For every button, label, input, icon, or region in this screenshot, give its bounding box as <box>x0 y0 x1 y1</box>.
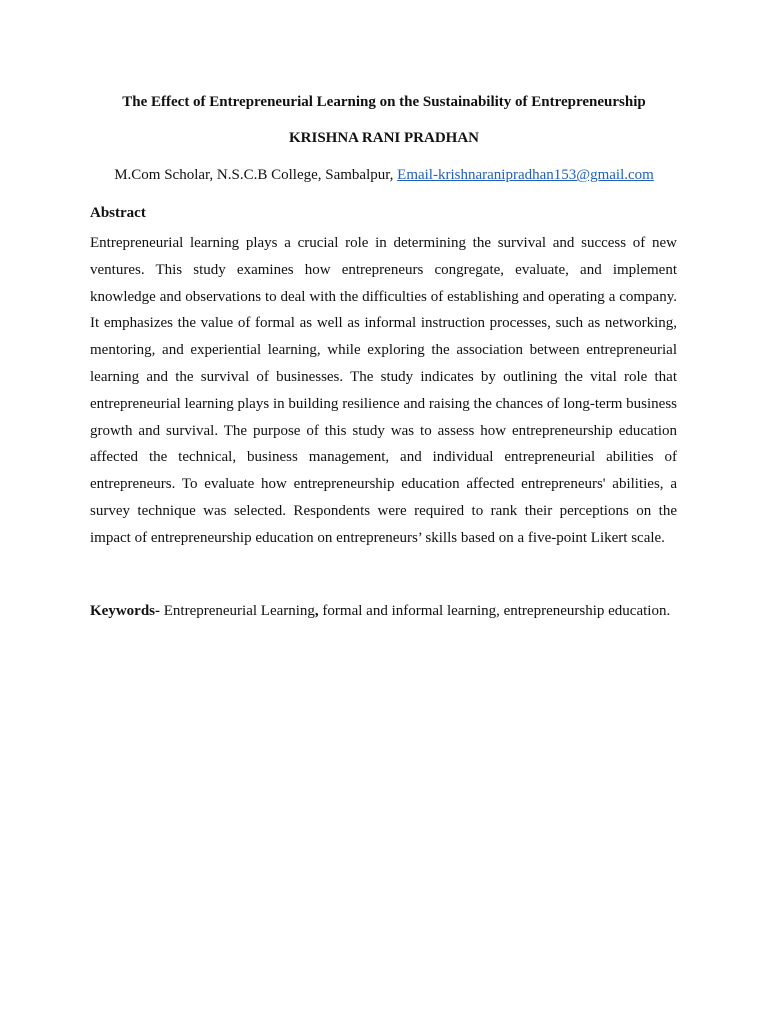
affiliation-text: M.Com Scholar, N.S.C.B College, Sambalpur, <box>114 167 398 183</box>
keywords-rest: formal and informal learning, entrepreneurship education. <box>318 603 671 619</box>
keywords-first: Entrepreneurial Learning <box>160 603 315 619</box>
keywords-label: Keywords- <box>90 603 160 619</box>
author-name: KRISHNA RANI PRADHAN <box>288 130 479 146</box>
keywords-comma: , <box>314 603 319 619</box>
keywords-line <box>90 600 690 622</box>
email-link[interactable]: Email-krishnaranipradhan153@gmail.com <box>397 167 654 183</box>
author-affiliation <box>90 165 678 185</box>
abstract-heading: Abstract <box>90 205 146 221</box>
abstract-body: Entrepreneurial learning plays a crucial role in determining the survival and success of new ventures. This study examines how entrepreneurs congregate, evaluate, and implement knowledge and observations to deal with the difficulties of establishing and operating a company. It emphasizes the value of formal as well as informal instruction processes, such as networking, mentoring, and experiential learning, while exploring the association between entrepreneurial learning and the survival of businesses. The study indicates by outlining the vital role that entrepreneurial learning plays in building resilience and raising the chances of long-term business growth and survival. The purpose of this study was to assess how entrepreneurship education affected the technical, business management, and individual entrepreneurial abilities of entrepreneurs. To evaluate how entrepreneurship education affected entrepreneurs' abilities, a survey technique was selected. Respondents were required to rank their perceptions on the impact of entrepreneurship education on entrepreneurs’ skills based on a five-point Likert scale. <box>90 235 677 546</box>
paper-title: The Effect of Entrepreneurial Learning on the Sustainability of Entrepreneurship <box>122 94 646 110</box>
